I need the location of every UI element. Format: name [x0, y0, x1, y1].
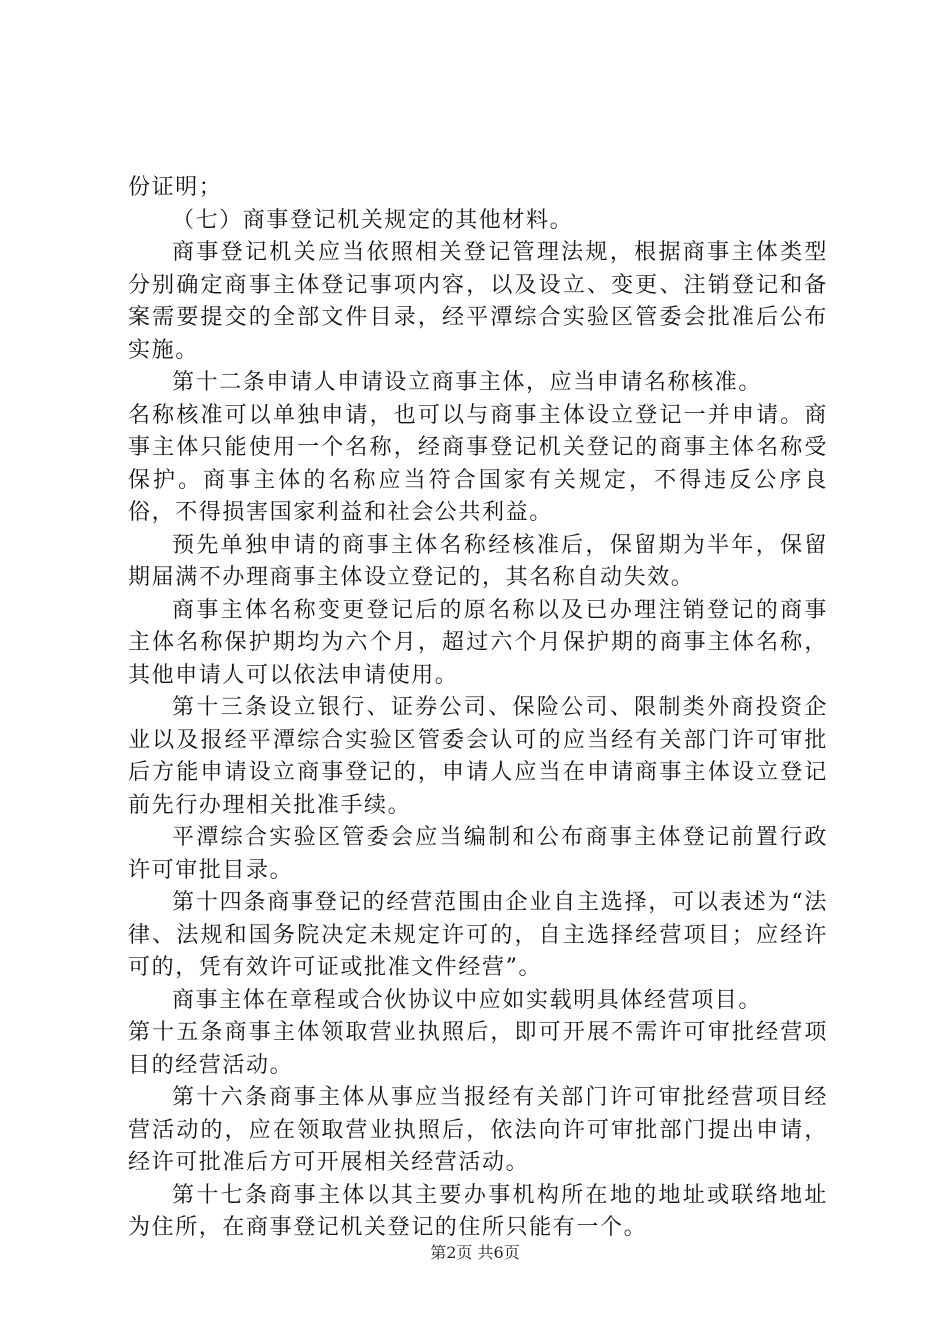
paragraph-11: 商事主体在章程或合伙协议中应如实载明具体经营项目。 — [172, 987, 763, 1013]
document-body — [128, 172, 828, 1245]
paragraph-13: 第十六条商事主体从事应当报经有关部门许可审批经营项目经营活动的，应在领取营业执照后，依法向许可审批部门提出申请，经许可批准后方可开展相关经营活动。 — [128, 1085, 828, 1175]
paragraph-7: 商事主体名称变更登记后的原名称以及已办理注销登记的商事主体名称保护期均为六个月，超过六个月保护期的商事主体名称，其他申请人可以依法申请使用。 — [128, 597, 828, 688]
paragraph-12: 第十五条商事主体领取营业执照后，即可开展不需许可审批经营项目的经营活动。 — [128, 1020, 828, 1078]
paragraph-9: 平潭综合实验区管委会应当编制和公布商事主体登记前置行政许可审批目录。 — [128, 825, 828, 883]
paragraph-4: 第十二条申请人申请设立商事主体，应当申请名称核准。 — [172, 370, 763, 395]
page-footer — [0, 1243, 950, 1263]
paragraph-3: 商事登记机关应当依照相关登记管理法规，根据商事主体类型分别确定商事主体登记事项内容，以及设立、变更、注销登记和备案需要提交的全部文件目录，经平潭综合实验区管委会批准后公布实施。 — [128, 240, 828, 363]
paragraph-2: （七）商事登记机关规定的其他材料。 — [172, 207, 574, 233]
paragraph-14: 第十七条商事主体以其主要办事机构所在地的地址或联络地址为住所，在商事登记机关登记的住所只能有一个。 — [128, 1182, 828, 1240]
paragraph-6: 预先单独申请的商事主体名称经核准后，保留期为半年，保留期届满不办理商事主体设立登记的，其名称自动失效。 — [128, 532, 828, 590]
paragraph-10: 第十四条商事登记的经营范围由企业自主选择，可以表述为“法律、法规和国务院决定未规定许可的，自主选择经营项目；应经许可的，凭有效许可证或批准文件经营”。 — [128, 890, 828, 980]
page-number-label: 第2页 共6页 — [430, 1243, 520, 1262]
paragraph-5: 名称核准可以单独申请，也可以与商事主体设立登记一并申请。商事主体只能使用一个名称，经商事登记机关登记的商事主体名称受保护。商事主体的名称应当符合国家有关规定，不得违反公序良俗，不得损害国家利益和社会公共利益。 — [128, 402, 828, 525]
paragraph-8: 第十三条设立银行、证券公司、保险公司、限制类外商投资企业以及报经平潭综合实验区管委会认可的应当经有关部门许可审批后方能申请设立商事登记的，申请人应当在申请商事主体设立登记前先行办理相关批准手续。 — [128, 695, 828, 818]
paragraph-1: 份证明； — [128, 175, 223, 200]
